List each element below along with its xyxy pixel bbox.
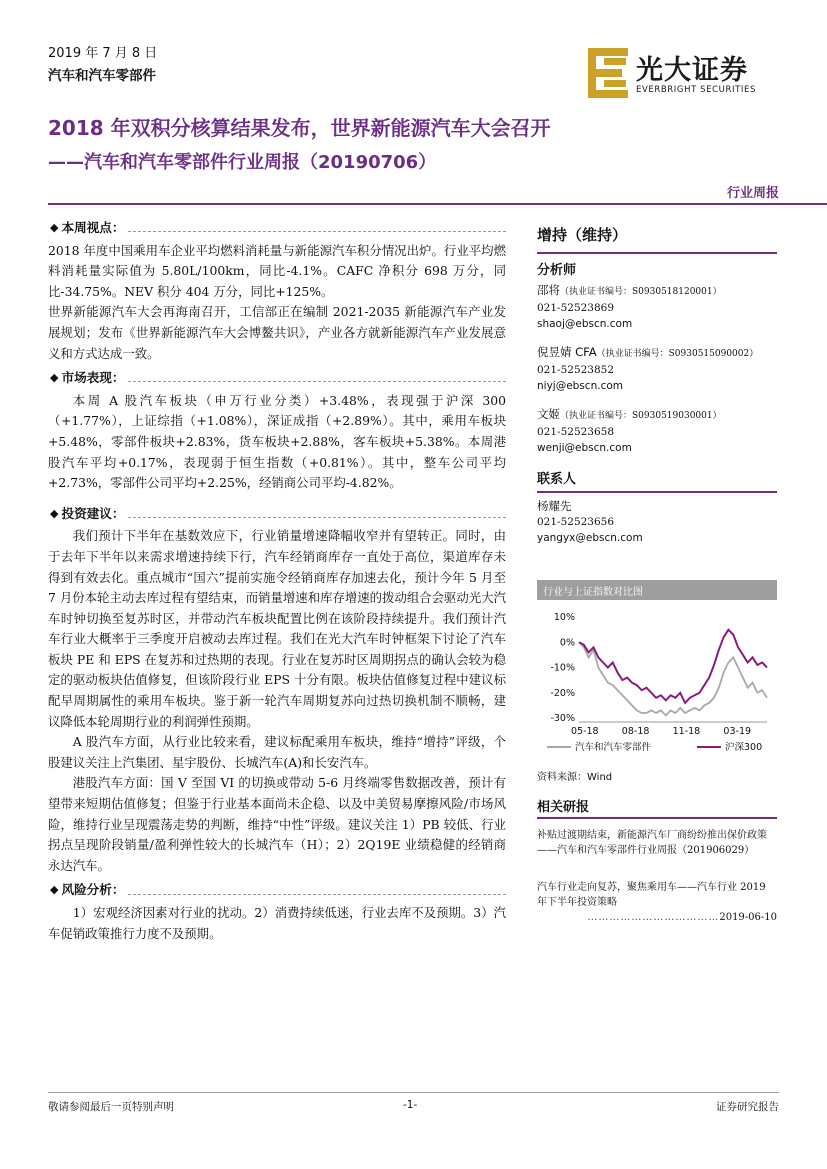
logo-subtitle: EVERBRIGHT SECURITIES	[636, 85, 756, 95]
contact-heading: 联系人	[537, 472, 577, 487]
legend-label: 汽车和汽车零部件	[575, 742, 652, 753]
sidebar-divider	[537, 491, 777, 493]
diamond-icon: ◆	[50, 883, 59, 897]
title-divider	[48, 203, 827, 205]
related-item-date: ………………………………2019-06-10	[587, 912, 777, 923]
advice-paragraph-1: 我们预计下半年在基数效应下，行业销量增速降幅收窄并有望转正。同时，由于去年下半年以来需求增速持续下行，汽车经销商库存一直处于高位，渠道库存未得到有效去化。重点城市“国六”提前实施令经销商库存加速去化，预计今年 5 月至 7 月份本轮主动去库过程有望结束，而销量增速和库存增速的拨动组合会驱动光大汽车时钟切换至复苏时区，并带动汽车板块配置比例在该阶段持续提升。我们预计汽车行业大概率于三季度开启被动去库过程。我们在光大汽车时钟框架下讨论了汽车板块 PE 和 EPS 在复苏和过热期的表现。行业在复苏时区周期拐点的确认会较为稳定的驱动板块估值修复，但该阶段行业 EPS 十分有限。板块估值修复过程中建议标配早周期属性的乘用车板块。鉴于新一轮汽车周期复苏向过热切换机制不顺畅，建议降低本轮周期行业的利润弹性预期。	[48, 528, 506, 729]
sidebar-divider	[537, 252, 777, 254]
page-subtitle: ——汽车和汽车零部件行业周报（20190706）	[48, 152, 437, 173]
diamond-icon: ◆	[50, 221, 59, 234]
advice-paragraph-2: A 股汽车方面，从行业比较来看，建议标配乘用车板块，维持“增持”评级，个股建议关注上汽集团、星宇股份、长城汽车(A)和长安汽车。	[48, 734, 506, 770]
section-view-heading	[48, 218, 506, 239]
analyst-name: 倪昱婧 CFA	[537, 345, 597, 359]
analyst-phone: 021-52523852	[537, 364, 615, 376]
diamond-icon: ◆	[50, 371, 59, 385]
analyst-card	[537, 344, 777, 394]
section-advice-title: 投资建议：	[61, 505, 125, 521]
rating: 增持（维持）	[537, 226, 628, 244]
report-date: 2019 年 7 月 8 日	[48, 46, 158, 61]
comparison-chart	[537, 580, 777, 783]
section-market-heading	[48, 368, 506, 389]
section-advice-heading	[48, 504, 506, 525]
analyst-cert: （执业证书编号：S0930515090002）	[596, 349, 759, 359]
y-tick-label: -30%	[550, 713, 575, 724]
analyst-email[interactable]: shaoj@ebscn.com	[537, 318, 633, 330]
analyst-cert: （执业证书编号：S0930518120001）	[560, 287, 722, 297]
analyst-name: 邵将	[537, 283, 560, 297]
contact-email[interactable]: yangyx@ebscn.com	[537, 532, 643, 544]
advice-paragraph-3: 港股汽车方面：国 V 至国 VI 的切换或带动 5-6 月终端零售数据改善，预计有望带来短期估值修复；但鉴于行业基本面尚未企稳、以及中美贸易摩擦风险/市场风险，维持行业呈现震荡走势的判断，维持“中性”评级。建议关注 1）PB 较低、行业拐点呈现阶段销量/盈利弹性较大的长城汽车（H）；2）2Q19E 业绩稳健的经销商永达汽车。	[48, 775, 506, 873]
section-risk-heading	[48, 880, 506, 901]
chart-title: 行业与上证指数对比图	[537, 580, 777, 600]
chart-source: 资料来源：Wind	[537, 772, 613, 783]
heading-rule	[128, 893, 506, 895]
related-date-value: 2019-06-10	[719, 912, 777, 923]
related-item-title: 汽车行业走向复苏，聚焦乘用车——汽车行业 2019 年下半年投资策略	[537, 882, 766, 908]
market-paragraph: 本周 A 股汽车板块（申万行业分类）+3.48%，表现强于沪深 300（+1.77%），上证综指（+1.08%），深证成指（+2.89%）。其中，乘用车板块+5.48%，零部件板块+2.83%，货车板块+2.88%，客车板块+5.38%。本周港股汽车平均+0.17%，表现弱于恒生指数（+0.81%）。其中，整车公司平均+2.73%，零部件公司平均+2.25%，经销商公司平均-4.82%。	[48, 392, 506, 491]
analyst-phone: 021-52523869	[537, 302, 615, 314]
diamond-icon: ◆	[50, 506, 59, 520]
heading-rule	[128, 516, 506, 518]
x-tick-label: 03-19	[723, 726, 752, 737]
series-line	[579, 630, 767, 703]
related-item-title: 补贴过渡期结束，新能源汽车厂商纷纷推出保价政策——汽车和汽车零部件行业周报（201906029）	[537, 830, 767, 856]
section-view-title: 本周视点：	[61, 220, 125, 235]
related-item[interactable]	[537, 880, 777, 925]
main-column	[48, 214, 506, 944]
related-heading: 相关研报	[537, 800, 590, 815]
contact-phone: 021-52523656	[537, 516, 615, 528]
y-tick-label: 10%	[553, 612, 575, 624]
related-item[interactable]	[537, 828, 777, 858]
y-tick-label: 0%	[559, 637, 575, 649]
series-line	[579, 642, 767, 715]
sidebar	[537, 214, 777, 558]
footer-report-type: 证券研究报告	[716, 1101, 779, 1113]
y-tick-label: -20%	[550, 687, 575, 699]
analyst-heading: 分析师	[537, 263, 577, 278]
x-tick-label: 11-18	[672, 726, 701, 737]
risk-paragraph: 1）宏观经济因素对行业的扰动。2）消费持续低迷，行业去库不及预期。3）汽车促销政策推行力度不及预期。	[48, 905, 506, 941]
footer-divider	[48, 1092, 779, 1093]
industry-label: 汽车和汽车零部件	[48, 68, 156, 84]
analyst-email[interactable]: wenji@ebscn.com	[537, 442, 632, 454]
heading-rule	[128, 380, 506, 382]
report-type-tag: 行业周报	[726, 186, 779, 201]
chart-canvas	[537, 600, 777, 762]
analyst-email[interactable]: niyj@ebscn.com	[537, 380, 623, 392]
analyst-phone: 021-52523658	[537, 426, 615, 438]
section-risk-title: 风险分析：	[61, 882, 125, 898]
x-tick-label: 08-18	[621, 726, 650, 737]
section-market-title: 市场表现：	[61, 370, 125, 386]
view-paragraph-2: 世界新能源汽车大会再海南召开，工信部正在编制 2021-2035 新能源汽车产业发展规划；发布《世界新能源汽车大会博鳌共识》，产业各方就新能源汽车产业发展意义和方式达成一致。	[48, 304, 506, 361]
logo-name: 光大证券	[636, 55, 748, 86]
x-tick-label: 05-18	[571, 726, 599, 737]
y-tick-label: -10%	[550, 662, 575, 674]
page-title: 2018 年双积分核算结果发布，世界新能源汽车大会召开	[48, 116, 551, 140]
contact-name: 杨耀先	[537, 499, 572, 513]
analyst-cert: （执业证书编号：S0930519030001）	[560, 411, 722, 421]
related-divider	[537, 817, 777, 819]
heading-rule	[128, 230, 506, 232]
analyst-card	[537, 282, 777, 332]
analyst-name: 文姬	[537, 407, 560, 421]
footer-disclaimer: 敬请参阅最后一页特别声明	[48, 1101, 174, 1113]
contact-card	[537, 498, 777, 546]
analyst-card	[537, 406, 777, 456]
view-paragraph-1: 2018 年度中国乘用车企业平均燃料消耗量与新能源汽车积分情况出炉。行业平均燃料消耗量实际值为 5.80L/100km，同比-4.1%。CAFC 净积分 698 万分，同比-34.75%。NEV 积分 404 万分，同比+125%。	[48, 242, 506, 299]
page-number: -1-	[403, 1099, 418, 1111]
legend-label: 沪深300	[725, 742, 763, 753]
